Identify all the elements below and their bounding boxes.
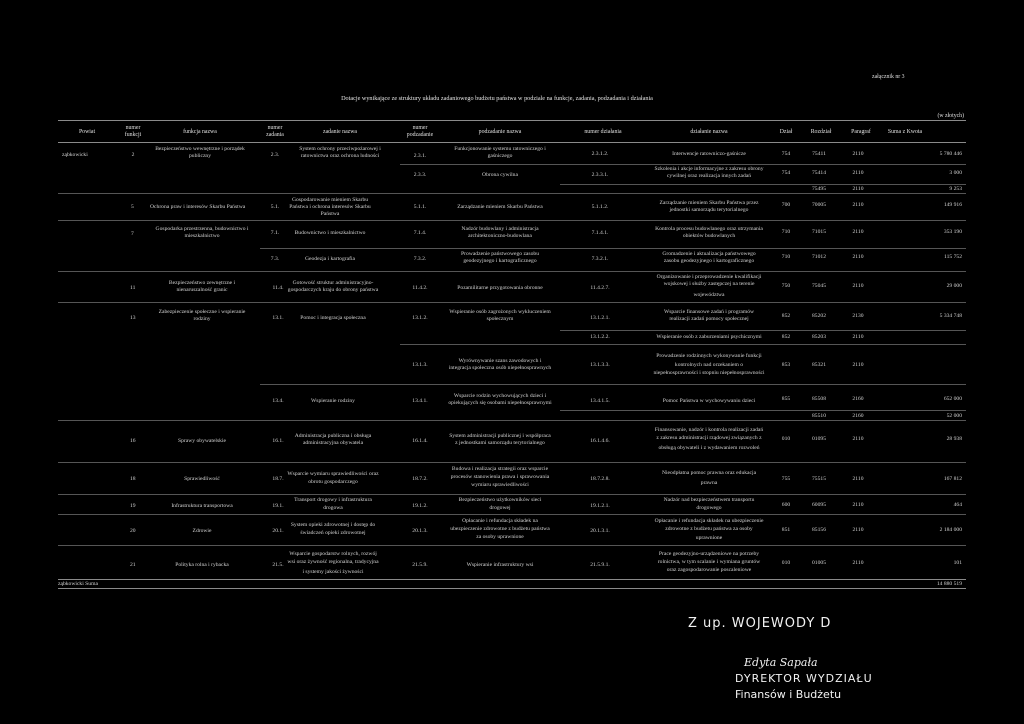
cell-paragraf: 2110 (852, 502, 864, 508)
cell-dname: rolnictwa, w tym scalanie i wymiana gruntów (657, 559, 761, 565)
cell-pname: Budowa i realizacja strategii oraz wsparcie (451, 466, 549, 472)
header-zadanie-nazwa: zadanie nazwa (323, 129, 357, 135)
header-podzadanie-nazwa: podzadanie nazwa (478, 129, 522, 135)
cell-fname: Gospodarka przestrzenna, budownictwo i (155, 226, 249, 232)
cell-dzial: 010 (781, 436, 791, 442)
cell-dn: 21.5.9.1. (590, 562, 610, 568)
cell-fname: Zdrowie (192, 528, 212, 534)
cell-dzial: 750 (781, 283, 791, 289)
cell-zn: 18.7. (272, 476, 284, 482)
cell-dzial: 700 (781, 202, 791, 208)
cell-dname: jednostki samorządu terytorialnego (669, 207, 749, 213)
cell-dname: Nadzór nad bezpieczeństwem transportu (663, 497, 755, 503)
row-separator (560, 330, 966, 331)
cell-suma: 149 916 (943, 202, 962, 208)
cell-rozdzial: 85510 (812, 413, 826, 419)
cell-dzial: 710 (781, 229, 791, 235)
cell-dname: niepełnosprawności i stopniu niepełnosprawności (653, 370, 765, 376)
cell-zname: świadczeń opieki zdrowotnej (300, 530, 366, 536)
cell-dzial: 600 (781, 502, 791, 508)
cell-paragraf: 2110 (852, 283, 864, 289)
cell-suma: 167 812 (943, 476, 962, 482)
cell-paragraf: 2110 (852, 170, 864, 176)
cell-zn: 21.5. (272, 562, 284, 568)
cell-rozdzial: 71012 (812, 254, 826, 260)
cell-zname: Transport drogowy i infrastruktura (294, 497, 372, 503)
cell-pname: z jednostkami samorządu terytorialnego (455, 440, 545, 446)
total-separator (58, 579, 966, 580)
cell-suma: 5 780 446 (939, 151, 962, 157)
cell-zn: 13.1. (272, 315, 284, 321)
cell-dzial: 853 (781, 362, 791, 368)
cell-zname: Wspieranie rodziny (311, 398, 355, 404)
cell-paragraf: 2160 (852, 413, 864, 419)
cell-rozdzial: 60095 (812, 502, 826, 508)
cell-suma: 101 (953, 560, 962, 566)
cell-dname: z zakresu administracji rządowej związanych z (656, 435, 762, 441)
cell-paragraf: 2110 (852, 560, 864, 566)
cell-rozdzial: 75414 (812, 170, 826, 176)
cell-fn: 7 (131, 231, 134, 237)
cell-dname: Nieodpłatna pomoc prawna oraz edukacja (661, 470, 757, 476)
cell-zname: obrotu gospodarczego (308, 479, 358, 485)
cell-rozdzial: 75495 (812, 186, 826, 192)
cell-dname: uprawnione (695, 535, 723, 541)
cell-pn: 20.1.3. (412, 528, 428, 534)
cell-zname: Budownictwo i mieszkalnictwo (294, 230, 366, 236)
cell-pname: społecznym (486, 316, 514, 322)
cell-pname: System administracji publicznej i współpraca (449, 433, 551, 439)
cell-fn: 19 (130, 503, 136, 509)
total-label: ząbkowicki Suma (58, 581, 98, 587)
cell-pn: 13.1.3. (412, 362, 428, 368)
cell-dzial: 754 (781, 151, 791, 157)
row-separator (58, 271, 966, 272)
table-bottom-border (58, 588, 966, 589)
cell-fn: 20 (130, 528, 136, 534)
cell-zname: wsi oraz żywność regionalna, tradycyjna (287, 559, 379, 565)
cell-dzial: 754 (781, 170, 791, 176)
cell-fname: Bezpieczeństwo wewnętrzne i porządek (155, 146, 245, 152)
cell-zname: Gospodarowanie mieniem Skarbu (291, 197, 369, 203)
cell-zname: Państwa i ochrona interesów Skarbu (289, 204, 371, 210)
header-paragraf: Paragraf (851, 129, 871, 135)
cell-fn: 2 (131, 152, 135, 158)
header-suma: Suma z Kwota (887, 129, 923, 135)
cell-fname: nienaruszalność granic (176, 287, 228, 293)
cell-dzial: 755 (781, 476, 791, 482)
cell-dname: Prace geodezyjno-urządzeniowe na potrzeby (658, 551, 760, 557)
cell-dn: 5.1.1.2. (591, 204, 609, 210)
stamp-line-3: DYREKTOR WYDZIAŁU (735, 672, 873, 685)
signature-name: Edyta Sapała (744, 656, 818, 669)
cell-dn: 19.1.2.1. (590, 503, 610, 509)
cell-pn: 21.5.9. (412, 562, 428, 568)
header-numer-funkcji: numer (125, 125, 141, 131)
cell-paragraf: 2110 (852, 254, 864, 260)
row-separator (58, 462, 966, 463)
cell-zn: 2.3. (270, 152, 280, 158)
cell-pn: 11.4.2. (412, 285, 428, 291)
cell-rozdzial: 75515 (812, 476, 826, 482)
cell-paragraf: 2110 (852, 362, 864, 368)
cell-dname: obiektów budowlanych (682, 233, 736, 239)
cell-zn: 11.4. (272, 285, 284, 291)
cell-dn: 18.7.2.8. (590, 476, 610, 482)
cell-dzial: 855 (781, 396, 791, 402)
cell-pname: geodezyjnego i kartograficznego (463, 258, 537, 264)
cell-suma: 28 938 (946, 436, 962, 442)
cell-rozdzial: 85202 (812, 313, 826, 319)
cell-dzial: 852 (781, 313, 791, 319)
cell-pname: ubezpieczenie zdrowotne z budżetu państwa (450, 526, 550, 532)
cell-dname: Szkolenia i akcje informacyjne z zakresu obrony (654, 166, 764, 172)
cell-pname: za osoby uprawnione (476, 534, 524, 540)
header-funkcji: funkcji (124, 132, 142, 138)
header-zadania: zadania (266, 132, 284, 138)
cell-zname: Geodezja i kartografia (304, 256, 356, 262)
cell-dn: 2.3.3.1. (591, 172, 609, 178)
cell-dn: 7.1.4.1. (591, 230, 609, 236)
cell-rozdzial: 85508 (812, 396, 826, 402)
cell-fname: Sprawiedliwość (184, 476, 220, 482)
cell-zn: 19.1. (272, 503, 284, 509)
cell-suma: 2 184 000 (939, 527, 962, 533)
cell-fname: mieszkalnictwo (184, 233, 220, 239)
cell-dn: 16.1.4.6. (590, 438, 610, 444)
cell-dname: Interwencje ratowniczo-gaśnicze (672, 151, 746, 157)
cell-paragraf: 2110 (852, 436, 864, 442)
row-separator (400, 344, 966, 345)
cell-pname: Wspieranie infrastruktury wsi (466, 562, 534, 568)
cell-zn: 5.1. (270, 204, 280, 210)
header-dzialanie-nazwa: działanie nazwa (690, 129, 728, 135)
cell-suma: 3 000 (949, 170, 962, 176)
cell-fn: 13 (130, 315, 136, 321)
cell-suma: 29 000 (946, 283, 962, 289)
cell-pn: 13.1.2. (412, 315, 428, 321)
cell-dzial: 852 (781, 334, 791, 340)
cell-pname: Obrona cywilna (482, 172, 518, 178)
document-title: Dotacje wynikające ze struktury układu zadaniowego budżetu państwa w podziale na funkcje, zadania, podzadania i działania (341, 95, 653, 102)
header-bottom-border (58, 142, 966, 143)
cell-pname: Bezpieczeństwo użytkowników sieci (458, 497, 542, 503)
cell-paragraf: 2110 (852, 202, 864, 208)
cell-dname: Finansowanie, nadzór i kontrola realizacji zadań (654, 427, 764, 433)
stamp-line-4: Finansów i Budżetu (735, 688, 842, 701)
row-separator (260, 248, 966, 249)
cell-fname: Sprawy obywatelskie (177, 438, 227, 444)
cell-suma: 115 752 (944, 254, 962, 260)
cell-pname: Nadzór budowlany i administracja (461, 226, 539, 232)
cell-dname: wojskowej i służby zastępczej na terenie (663, 281, 755, 287)
total-suma: 14 880 519 (936, 581, 962, 587)
cell-pname: Wyrównywanie szans zawodowych i (458, 358, 542, 364)
header-numer-zadania: numer (267, 125, 283, 131)
cell-dname: Wspieranie osób z zaburzeniami psychicznymi (656, 334, 762, 340)
cell-fn: 5 (131, 204, 134, 210)
cell-zname: ratownictwa oraz ochrona ludności (300, 153, 380, 159)
cell-fname: rodziny (193, 316, 211, 322)
cell-rozdzial: 01005 (812, 560, 826, 566)
cell-pn: 19.1.2. (412, 503, 428, 509)
cell-dzial: 851 (781, 527, 791, 533)
row-separator (58, 420, 966, 421)
cell-pname: Funkcjonowanie systemu ratowniczego i (454, 146, 546, 152)
cell-zn: 13.4. (272, 398, 284, 404)
cell-fn: 16 (130, 438, 136, 444)
cell-dname: Pomoc Państwa w wychowywaniu dzieci (662, 398, 756, 404)
cell-dname: realizacji zadań pomocy społecznej (669, 316, 749, 322)
cell-dn: 20.1.3.1. (590, 528, 610, 534)
cell-pname: integracja społeczna osób niepełnosprawnych (448, 365, 552, 371)
cell-pn: 18.7.2. (412, 476, 428, 482)
cell-dn: 13.1.2.1. (590, 315, 610, 321)
cell-dname: Opłacanie i refundacja składek na ubezpieczenie (654, 518, 764, 524)
unit-note: (w złotych) (937, 113, 964, 119)
cell-paragraf: 2110 (852, 334, 864, 340)
cell-zname: Administracja publiczna i obsługa (294, 433, 372, 439)
cell-dname: Kontrola procesu budowlanego oraz utrzymania (655, 226, 763, 232)
cell-pn: 5.1.1. (413, 204, 427, 210)
row-separator (58, 494, 966, 495)
cell-suma: 5 334 748 (939, 313, 962, 319)
cell-pn: 2.3.1. (413, 153, 427, 159)
cell-rozdzial: 01095 (812, 436, 826, 442)
cell-zname: System ochrony przeciwpożarowej i (299, 146, 381, 152)
cell-fn: 11 (130, 285, 136, 291)
cell-dname: Zarządzanie mieniem Skarbu Państwa przez (659, 200, 759, 206)
header-rozdzial: Rozdział (810, 129, 832, 135)
cell-pname: drogowej (489, 505, 511, 511)
cell-pname: wymiaru sprawiedliwości (471, 482, 529, 488)
cell-dname: drogowego (696, 505, 722, 511)
cell-pname: Opłacanie i refundacja składek na (462, 518, 538, 524)
cell-dn: 13.4.1.5. (590, 398, 610, 404)
cell-dn: 7.3.2.1. (591, 256, 609, 262)
cell-fname: Infrastruktura transportowa (171, 503, 233, 509)
stamp-line-1: Z up. WOJEWODY D (688, 616, 832, 631)
cell-paragraf: 2110 (852, 151, 864, 157)
cell-zname: i systemy jakości żywności (302, 569, 364, 575)
header-numer-dzialania: numer działania (584, 129, 622, 135)
cell-dname: zasobu geodezyjnego i kartograficznego (663, 258, 755, 264)
cell-suma: 652 000 (943, 396, 962, 402)
row-separator (58, 514, 966, 515)
attachment-label: załącznik nr 3 (872, 74, 905, 80)
cell-rozdzial: 85156 (812, 527, 826, 533)
cell-dname: Prowadzenie rodzinnych wykonywanie funkcji (656, 353, 762, 359)
cell-dn: 11.4.2.7. (590, 285, 610, 291)
cell-zname: System opieki zdrowotnej i dostęp do (290, 522, 376, 528)
row-separator (560, 184, 966, 185)
cell-pn: 13.4.1. (412, 398, 428, 404)
cell-zn: 7.3. (270, 256, 280, 262)
cell-pname: opiekujących się osobami niepełnosprawnymi (448, 400, 552, 406)
cell-fname: Zabezpieczenie społeczne i wspieranie (158, 309, 246, 315)
cell-zn: 20.1. (272, 528, 284, 534)
cell-zname: Gotowość struktur administracyjno- (292, 280, 374, 286)
cell-fn: 18 (130, 476, 136, 482)
header-dzial: Dział (779, 129, 793, 135)
header-podzadanie: podzadanie (406, 132, 434, 138)
cell-rozdzial: 85203 (812, 334, 826, 340)
cell-suma: 464 (953, 502, 962, 508)
cell-dzial: 710 (781, 254, 791, 260)
row-separator (58, 193, 966, 194)
cell-suma: 52 000 (946, 413, 962, 419)
cell-zname: Państwa (320, 211, 340, 217)
cell-pname: Wspieranie osób zagrożonych wykluczeniem (449, 309, 551, 315)
cell-fname: publiczny (188, 153, 212, 159)
cell-paragraf: 2130 (852, 313, 864, 319)
cell-pn: 2.3.3. (413, 172, 427, 178)
cell-dname: Organizowanie i przeprowadzenie kwalifikacji (656, 274, 762, 280)
cell-fname: Polityka rolna i rybacka (175, 562, 229, 568)
cell-dn: 13.1.2.2. (590, 334, 610, 340)
cell-zn: 7.1. (270, 230, 280, 236)
cell-dname: cywilnej oraz realizacja innych zadań (666, 173, 752, 179)
cell-fn: 21 (130, 562, 136, 568)
cell-zname: administracyjna obywatela (302, 440, 364, 446)
cell-suma: 9 253 (949, 186, 962, 192)
row-separator (58, 302, 966, 303)
cell-paragraf: 2110 (852, 527, 864, 533)
cell-pname: gaśniczego (487, 153, 513, 159)
row-separator (58, 545, 966, 546)
table-top-border (58, 120, 966, 121)
cell-pn: 7.1.4. (413, 230, 427, 236)
cell-suma: 353 190 (943, 229, 962, 235)
cell-rozdzial: 70005 (812, 202, 826, 208)
cell-pname: Wsparcie rodzin wychowujących dzieci i (453, 393, 547, 399)
cell-dname: zdrowotne z budżetu państwa za osoby (665, 526, 753, 532)
cell-zname: Wsparcie gospodarstw rolnych, rozwój (289, 551, 377, 557)
cell-dn: 13.1.3.3. (590, 362, 610, 368)
cell-dname: kontrolnych nad orzekaniem o (674, 362, 744, 368)
cell-paragraf: 2110 (852, 229, 864, 235)
cell-pname: Prowadzenie państwowego zasobu (461, 251, 539, 257)
cell-dname: oraz zagospodarowanie poscaleniowe (666, 567, 752, 573)
cell-rozdzial: 85321 (812, 362, 826, 368)
row-separator (400, 164, 966, 165)
cell-pname: architektoniczno-budowlana (468, 233, 532, 239)
cell-zname: drogowa (323, 505, 343, 511)
cell-dname: Gromadzenie i aktualizacja państwowego (662, 251, 756, 257)
row-separator (560, 410, 966, 411)
cell-paragraf: 2110 (852, 476, 864, 482)
cell-zname: Wsparcie wymiaru sprawiedliwości oraz (287, 471, 379, 477)
cell-dname: województwa (693, 292, 725, 298)
cell-pn: 16.1.4. (412, 438, 428, 444)
row-separator (58, 220, 966, 221)
cell-rozdzial: 75411 (812, 151, 826, 157)
cell-pname: Zarządzanie mieniem Skarbu Państwa (457, 204, 543, 210)
cell-rozdzial: 71015 (812, 229, 826, 235)
cell-dn: 2.3.1.2. (591, 151, 609, 157)
cell-rozdzial: 75045 (812, 283, 826, 289)
header-funkcja-nazwa: funkcja nazwa (183, 129, 217, 135)
cell-zn: 16.1. (272, 438, 284, 444)
cell-zname: gospodarczych kraju do obrony państwa (287, 287, 379, 293)
row-separator (260, 384, 966, 385)
cell-paragraf: 2160 (852, 396, 864, 402)
cell-powiat: ząbkowicki (62, 152, 88, 158)
cell-pname: Pozamilitarne przygotowania obronne (457, 285, 543, 291)
cell-paragraf: 2110 (852, 186, 864, 192)
cell-dzial: 010 (781, 560, 791, 566)
header-numer-podzadania: numer (412, 125, 428, 131)
cell-fname: Bezpieczeństwo zewnętrzne i (168, 280, 236, 286)
cell-pn: 7.3.2. (413, 256, 427, 262)
cell-dname: Wsparcie finansowe zadań i programów (663, 309, 755, 315)
cell-pname: procesów stanowienia prawa i sprawowania (450, 474, 550, 480)
cell-fname: Ochrona praw i interesów Skarbu Państwa (150, 204, 246, 210)
cell-dname: obsługą obywateli i z wydawaniem rozwoleń (658, 445, 760, 451)
header-powiat: Powiat (78, 129, 96, 135)
cell-dname: prawna (700, 480, 718, 486)
cell-zname: Pomoc i integracja społeczna (300, 315, 366, 321)
